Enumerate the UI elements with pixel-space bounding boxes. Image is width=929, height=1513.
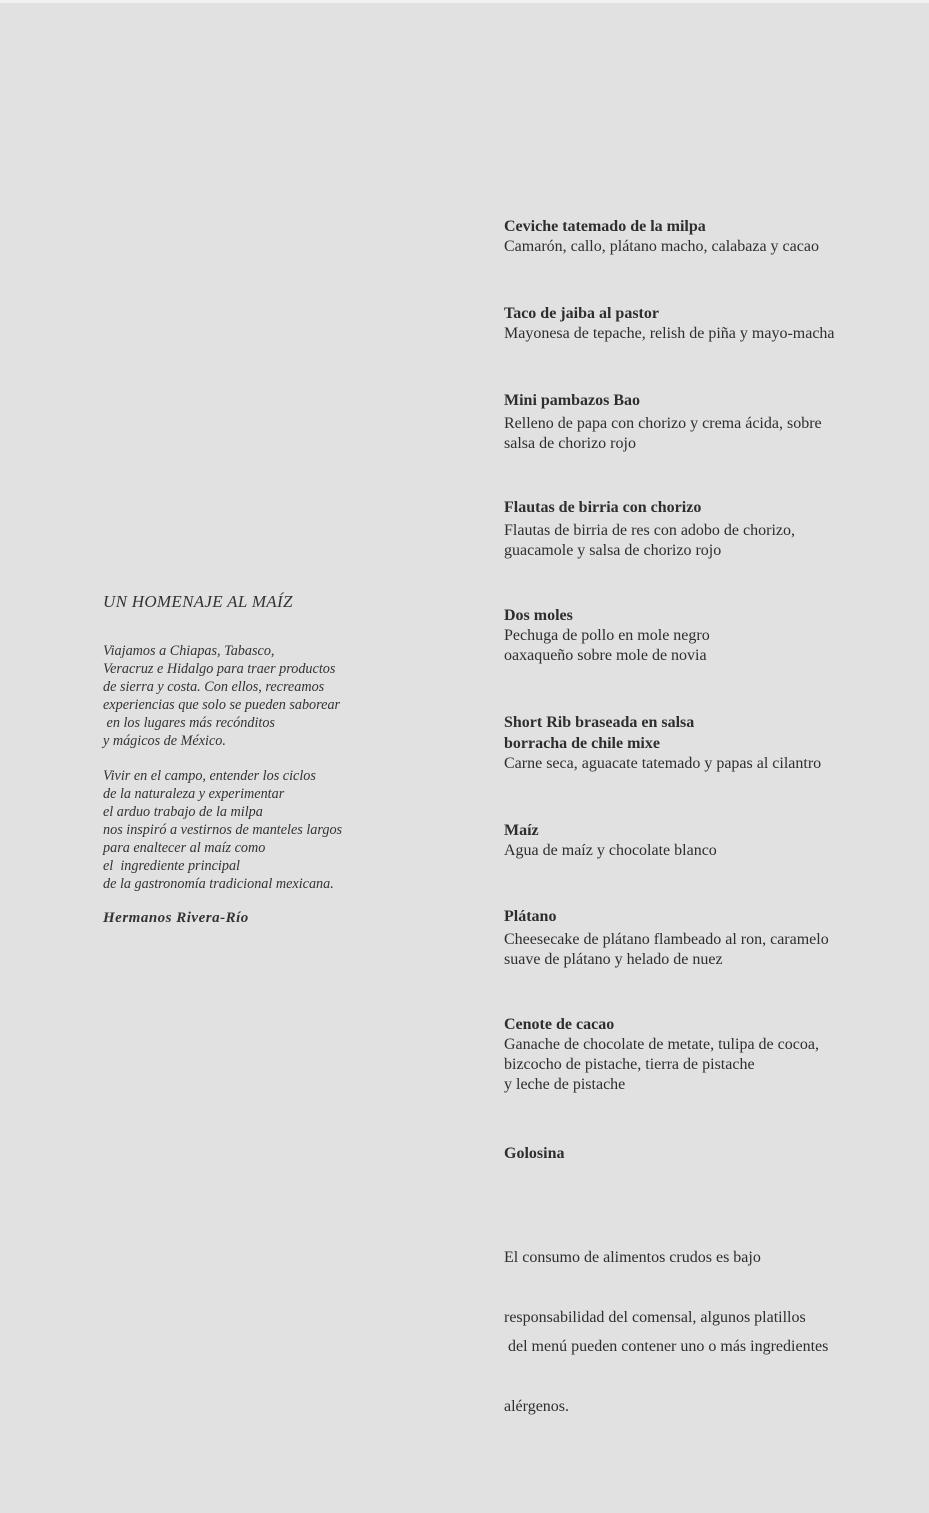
dish-description: Ganache de chocolate de metate, tulipa de cocoa, <box>504 1036 819 1053</box>
dish-description: suave de plátano y helado de nuez <box>504 951 723 968</box>
dish-name: Maíz <box>504 822 539 839</box>
dish-description: oaxaqueño sobre mole de novia <box>504 647 707 664</box>
dish-description: Mayonesa de tepache, relish de piña y mayo-macha <box>504 325 835 342</box>
homage-section <box>103 592 403 927</box>
dish-name: Plátano <box>504 908 557 925</box>
menu-item <box>504 303 904 344</box>
dish-name: Flautas de birria con chorizo <box>504 499 702 516</box>
menu-item <box>504 906 904 970</box>
menu-item <box>504 216 904 257</box>
page-top-edge <box>0 0 929 3</box>
dish-name: Mini pambazos Bao <box>504 392 641 409</box>
menu-item <box>504 605 904 666</box>
dish-name: Short Rib braseada en salsa <box>504 714 695 731</box>
signature: Hermanos Rivera-Río <box>103 910 249 926</box>
dish-description: y leche de pistache <box>504 1076 626 1093</box>
homage-line: de la gastronomía tradicional mexicana. <box>103 876 334 892</box>
dish-description: Relleno de papa con chorizo y crema ácida, sobre <box>504 415 822 432</box>
homage-line: el arduo trabajo de la milpa <box>103 804 263 820</box>
homage-line: y mágicos de México. <box>103 733 226 749</box>
menu-item <box>504 497 904 561</box>
dish-description: Pechuga de pollo en mole negro <box>504 627 710 644</box>
homage-line: experiencias que solo se pueden saborear <box>103 697 341 713</box>
homage-line: en los lugares más recónditos <box>103 715 275 731</box>
menu-item <box>504 712 904 774</box>
homage-paragraph-1 <box>103 642 403 750</box>
notice-line: del menú pueden contener uno o más ingredientes <box>504 1338 829 1355</box>
dish-description: Flautas de birria de res con adobo de chorizo, <box>504 522 796 539</box>
dish-name: Ceviche tatemado de la milpa <box>504 218 706 235</box>
homage-line: de la naturaleza y experimentar <box>103 786 285 802</box>
dish-description: bizcocho de pistache, tierra de pistache <box>504 1056 755 1073</box>
dish-name: Golosina <box>504 1145 565 1162</box>
menu-item <box>504 1143 904 1164</box>
notice-line: responsabilidad del comensal, algunos platillos <box>504 1309 806 1326</box>
dish-description: Agua de maíz y chocolate blanco <box>504 842 717 859</box>
dish-name: Dos moles <box>504 607 573 624</box>
dish-name: Taco de jaiba al pastor <box>504 305 659 322</box>
menu-item <box>504 1014 904 1095</box>
homage-line: nos inspiró a vestirnos de manteles largos <box>103 822 343 838</box>
menu-item <box>504 820 904 861</box>
homage-line: Veracruz e Hidalgo para traer productos <box>103 661 336 677</box>
homage-line: Vivir en el campo, entender los ciclos <box>103 768 316 784</box>
dish-description: Cheesecake de plátano flambeado al ron, caramelo <box>504 931 829 948</box>
dish-description: guacamole y salsa de chorizo rojo <box>504 542 722 559</box>
dish-name: borracha de chile mixe <box>504 735 660 752</box>
homage-line: el ingrediente principal <box>103 858 240 874</box>
dish-description: Camarón, callo, plátano macho, calabaza y cacao <box>504 238 819 255</box>
dish-description: Carne seca, aguacate tatemado y papas al cilantro <box>504 755 822 772</box>
notice-line: alérgenos. <box>504 1398 570 1415</box>
homage-title: UN HOMENAJE AL MAÍZ <box>103 592 293 611</box>
homage-line: de sierra y costa. Con ellos, recreamos <box>103 679 325 695</box>
allergen-notice <box>504 1297 828 1437</box>
dish-description: salsa de chorizo rojo <box>504 435 636 452</box>
notice-line: El consumo de alimentos crudos es bajo <box>504 1249 761 1266</box>
dish-name: Cenote de cacao <box>504 1016 615 1033</box>
homage-line: para enaltecer al maíz como <box>103 840 266 856</box>
homage-line: Viajamos a Chiapas, Tabasco, <box>103 643 275 659</box>
menu-item <box>504 390 904 454</box>
homage-paragraph-2 <box>103 767 403 893</box>
